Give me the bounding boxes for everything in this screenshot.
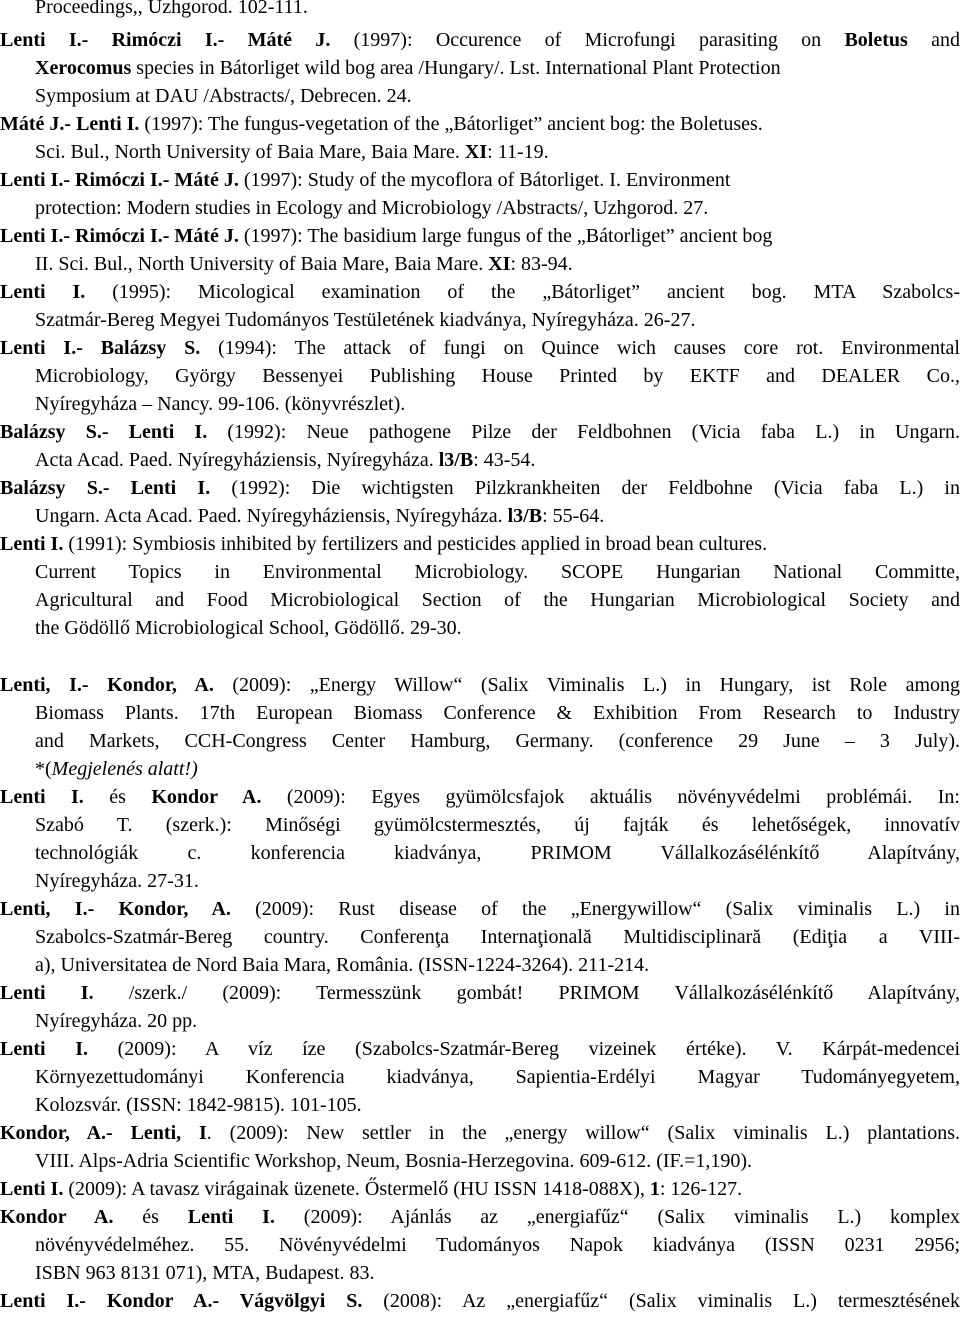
author-text: Xerocomus [35,57,132,79]
reference-line [0,1204,960,1230]
author-text: Kondor A. [151,786,262,808]
reference-line [0,475,960,501]
reference-line [35,447,960,473]
reference-line [35,139,960,165]
author-text: Lenti I.- Rimóczi I.- Máté J. [0,225,239,247]
citation-text: (2009): Ajánlás az „energiafűz“ (Salix viminalis L.) komplex [274,1206,960,1228]
reference-line [35,1148,960,1174]
author-text: Boletus [844,29,908,51]
author-text: Kondor, A.- Lenti, I [0,1122,207,1144]
citation-text: Környezettudományi Konferencia kiadványa, Sapientia-Erdélyi Magyar Tudományegyetem, [35,1066,960,1088]
citation-text: : 55-64. [542,505,605,527]
citation-text: protection: Modern studies in Ecology and Microbiology /Abstracts/, Uzhgorod. 27. [35,197,709,219]
author-text: XI [464,141,488,163]
citation-text: II. Sci. Bul., North University of Baia Mare, Baia Mare. [35,253,489,275]
reference-line [35,700,960,726]
citation-text: Szabolcs-Szatmár-Bereg country. Conferenţa Internaţională Multidisciplinară (Ediţia a VIII- [35,926,960,948]
citation-text: Agricultural and Food Microbiological Section of the Hungarian Microbiological Society and [35,589,960,611]
reference-line [35,559,960,585]
citation-text: (1992): Neue pathogene Pilze der Feldbohnen (Vicia faba L.) in Ungarn. [207,421,960,443]
citation-text: (1997): The fungus-vegetation of the „Bátorliget” ancient bog: the Boletuses. [139,113,763,135]
citation-text: Symposium at DAU /Abstracts/, Debrecen. 24. [35,85,412,107]
reference-line [35,812,960,838]
reference-line [35,391,960,417]
citation-text: and Markets, CCH-Congress Center Hamburg, Germany. (conference 29 June – 3 July). [35,730,960,752]
reference-line [0,1120,960,1146]
citation-text: the Gödöllő Microbiological School, Gödöllő. 29-30. [35,617,462,639]
reference-line [0,1176,960,1202]
reference-line [35,195,960,221]
reference-line [0,672,960,698]
citation-text: . (2009): New settler in the „energy willow“ (Salix viminalis L.) plantations. [206,1122,960,1144]
author-text: 1 [649,1178,660,1200]
citation-text: és [83,786,152,808]
citation-text: Szabó T. (szerk.): Minőségi gyümölcstermesztés, új fajták és lehetőségek, innovatív [35,814,960,836]
reference-line [0,279,960,305]
citation-text: (1994): The attack of fungi on Quince wich causes core rot. Environmental [200,337,960,359]
author-text: Máté J.- Lenti I. [0,113,140,135]
reference-line [35,363,960,389]
citation-text: Sci. Bul., North University of Baia Mare, Baia Mare. [35,141,465,163]
reference-line [35,615,960,641]
reference-line [35,952,960,978]
reference-line [0,1288,960,1314]
reference-line [0,980,960,1006]
citation-text: Szatmár-Bereg Megyei Tudományos Testületének kiadványa, Nyíregyháza. 26-27. [35,309,696,331]
reference-line [0,531,960,557]
reference-line [35,1064,960,1090]
citation-text: : 11-19. [487,141,549,163]
author-text: Lenti I. [0,1038,88,1060]
reference-line [0,27,960,53]
reference-line [0,111,960,137]
reference-line [35,0,960,20]
reference-line [0,335,960,361]
citation-text: (2009): Egyes gyümölcsfajok aktuális növényvédelmi problémái. In: [261,786,960,808]
citation-text: Biomass Plants. 17th European Biomass Conference & Exhibition From Research to Industry [35,702,960,724]
author-text: Lenti I. [0,1178,64,1200]
reference-line [35,55,960,81]
reference-line [35,1092,960,1118]
reference-line [0,223,960,249]
reference-line [35,1260,960,1286]
citation-text: (2009): A tavasz virágainak üzenete. Őstermelő (HU ISSN 1418-088X), [63,1178,650,1200]
reference-line [35,83,960,109]
reference-line [35,587,960,613]
reference-line [0,167,960,193]
citation-text: Ungarn. Acta Acad. Paed. Nyíregyháziensis, Nyíregyháza. [35,505,508,527]
citation-text: a), Universitatea de Nord Baia Mara, România. (ISSN-1224-3264). 211-214. [35,954,650,976]
citation-text: (2009): A víz íze (Szabolcs-Szatmár-Bereg vizeinek értéke). V. Kárpát-medencei [87,1038,960,1060]
citation-text: (1997): Study of the mycoflora of Bátorliget. I. Environment [238,169,731,191]
citation-text: Nyíregyháza – Nancy. 99-106. (könyvrészlet). [35,393,406,415]
citation-text: Acta Acad. Paed. Nyíregyháziensis, Nyíregyháza. [35,449,439,471]
author-text: Lenti I.- Rimóczi I.- Máté J. [0,29,331,51]
citation-text: Nyíregyháza. 20 pp. [35,1010,198,1032]
italic-text: Megjelenés alatt!) [51,758,198,780]
citation-text: Nyíregyháza. 27-31. [35,870,199,892]
citation-text: Microbiology, György Bessenyei Publishing House Printed by EKTF and DEALER Co., [35,365,960,387]
reference-line [35,840,960,866]
author-text: Lenti I. [0,786,84,808]
citation-text: species in Bátorliget wild bog area /Hungary/. Lst. International Plant Protection [131,57,781,79]
author-text: Lenti I. [0,281,86,303]
citation-text: VIII. Alps-Adria Scientific Workshop, Neum, Bosnia-Herzegovina. 609-612. (IF.=1,190). [35,1150,753,1172]
citation-text: (1995): Micological examination of the „Bátorliget” ancient bog. MTA Szabolcs- [85,281,960,303]
reference-line [35,868,960,894]
citation-text: and [907,29,960,51]
author-text: Balázsy S.- Lenti I. [0,421,208,443]
citation-text: (1997): Occurence of Microfungi parasiting on [330,29,845,51]
author-text: Lenti, I.- Kondor, A. [0,674,214,696]
author-text: Lenti I. [0,533,64,555]
reference-line [35,1008,960,1034]
reference-line [35,728,960,754]
citation-text: *( [35,758,52,780]
citation-text: ISBN 963 8131 071), MTA, Budapest. 83. [35,1262,375,1284]
citation-text: és [113,1206,188,1228]
author-text: Lenti I.- Rimóczi I.- Máté J. [0,169,239,191]
author-text: Balázsy S.- Lenti I. [0,477,211,499]
citation-text: növényvédelméhez. 55. Növényvédelmi Tudományos Napok kiadványa (ISSN 0231 2956; [35,1234,960,1256]
reference-line [35,924,960,950]
author-text: l3/B [438,449,474,471]
citation-text: technológiák c. konferencia kiadványa, PRIMOM Vállalkozásélénkítő Alapítvány, [35,842,960,864]
reference-line [35,251,960,277]
citation-text: (1991): Symbiosis inhibited by fertilizers and pesticides applied in broad bean cultures. [63,533,768,555]
citation-text: (2008): Az „energiafűz“ (Salix viminalis L.) termesztésének [362,1290,960,1312]
author-text: Kondor A. [0,1206,114,1228]
citation-text: (2009): Rust disease of the „Energywillow“ (Salix viminalis L.) in [230,898,960,920]
reference-line [35,307,960,333]
citation-text: (1997): The basidium large fungus of the „Bátorliget” ancient bog [238,225,773,247]
citation-text: Proceedings,, Uzhgorod. 102-111. [35,0,308,18]
author-text: Lenti I.- Kondor A.- Vágvölgyi S. [0,1290,363,1312]
author-text: l3/B [507,505,543,527]
reference-line [35,503,960,529]
citation-text: Current Topics in Environmental Microbiology. SCOPE Hungarian National Committe, [35,561,960,583]
reference-line [0,784,960,810]
citation-text: : 126-127. [659,1178,743,1200]
reference-line [35,756,960,782]
author-text: XI [488,253,511,275]
author-text: Lenti I. [187,1206,275,1228]
reference-line [0,1036,960,1062]
citation-text: : 43-54. [473,449,536,471]
citation-text: (1992): Die wichtigsten Pilzkrankheiten der Feldbohne (Vicia faba L.) in [210,477,960,499]
reference-line [35,1232,960,1258]
author-text: Lenti, I.- Kondor, A. [0,898,231,920]
citation-text: : 83-94. [510,253,573,275]
citation-text: /szerk./ (2009): Termesszünk gombát! PRIMOM Vállalkozásélénkítő Alapítvány, [93,982,960,1004]
author-text: Lenti I.- Balázsy S. [0,337,201,359]
author-text: Lenti I. [0,982,94,1004]
reference-line [0,419,960,445]
citation-text: Kolozsvár. (ISSN: 1842-9815). 101-105. [35,1094,362,1116]
citation-text: (2009): „Energy Willow“ (Salix Viminalis L.) in Hungary, ist Role among [213,674,960,696]
reference-line [0,896,960,922]
